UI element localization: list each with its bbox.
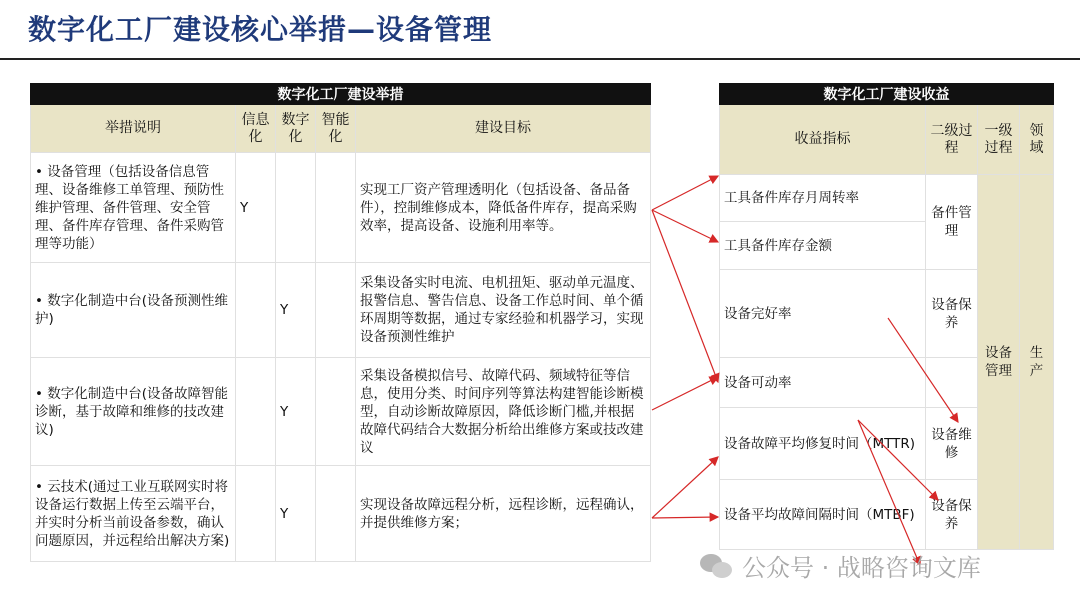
mark-informatization xyxy=(236,358,276,466)
mark-informatization xyxy=(236,263,276,358)
header-intelligentization: 智能化 xyxy=(316,105,356,153)
metric-intact-rate: 设备完好率 xyxy=(720,270,926,358)
metric-mttr: 设备故障平均修复时间（MTTR) xyxy=(720,408,926,480)
arrow-line xyxy=(652,176,718,210)
mark-digitalization: Y xyxy=(276,263,316,358)
arrow-line xyxy=(652,377,718,410)
header-domain: 领域 xyxy=(1020,105,1054,175)
mark-intelligentization xyxy=(316,466,356,562)
metric-availability: 设备可动率 xyxy=(720,358,926,408)
table-row xyxy=(31,263,651,358)
header-digitalization: 数字化 xyxy=(276,105,316,153)
level1-equipment-management: 设备管理 xyxy=(978,175,1020,550)
benefits-table xyxy=(719,83,1054,550)
measure-goal: 采集设备模拟信号、故障代码、频域特征等信息，使用分类、时间序列等算法构建智能诊断模型，自动诊断故障原因，降低诊断门槛,并根据故障代码结合大数据分析给出维修方案或技改建议 xyxy=(356,358,651,466)
page-title: 数字化工厂建设核心举措—设备管理 xyxy=(28,13,493,46)
domain-production: 生产 xyxy=(1020,175,1054,550)
mark-digitalization xyxy=(276,153,316,263)
mark-informatization xyxy=(236,466,276,562)
mark-digitalization: Y xyxy=(276,466,316,562)
header-informatization: 信息化 xyxy=(236,105,276,153)
mark-intelligentization xyxy=(316,358,356,466)
mark-digitalization: Y xyxy=(276,358,316,466)
measure-goal: 采集设备实时电流、电机扭矩、驱动单元温度、报警信息、警告信息、设备工作总时间、单个循环周期等数据，通过专家经验和机器学习，实现设备预测性维护 xyxy=(356,263,651,358)
mark-informatization: Y xyxy=(236,153,276,263)
measure-description: • 数字化制造中台(设备预测性维护) xyxy=(31,263,236,358)
level2-upkeep: 设备保养 xyxy=(926,480,978,550)
level2-repair: 设备维修 xyxy=(926,408,978,480)
level2-empty xyxy=(926,358,978,408)
header-level2: 二级过程 xyxy=(926,105,978,175)
table-row xyxy=(31,466,651,562)
metric-spare-inventory: 工具备件库存金额 xyxy=(720,222,926,270)
measures-table xyxy=(30,83,651,562)
mark-intelligentization xyxy=(316,263,356,358)
mark-intelligentization xyxy=(316,153,356,263)
measure-description: • 设备管理（包括设备信息管理、设备维修工单管理、预防性维护管理、备件管理、安全管理、备件库存管理、备件采购管理等功能） xyxy=(31,153,236,263)
header-level1: 一级过程 xyxy=(978,105,1020,175)
wechat-icon xyxy=(700,552,734,580)
metric-mtbf: 设备平均故障间隔时间（MTBF) xyxy=(720,480,926,550)
measure-goal: 实现工厂资产管理透明化（包括设备、备品备件），控制维修成本，降低备件库存，提高采购效率，提高设备、设施利用率等。 xyxy=(356,153,651,263)
measure-goal: 实现设备故障远程分析，远程诊断，远程确认，并提供维修方案； xyxy=(356,466,651,562)
arrow-line xyxy=(652,457,718,518)
watermark-text: 公众号 · 战略咨询文库 xyxy=(742,554,981,582)
header-goal: 建设目标 xyxy=(356,105,651,153)
measure-description: • 数字化制造中台(设备故障智能诊断，基于故障和维修的技改建议) xyxy=(31,358,236,466)
header-metric: 收益指标 xyxy=(720,105,926,175)
arrow-line xyxy=(652,517,718,518)
benefits-table-title: 数字化工厂建设收益 xyxy=(720,84,1054,105)
header-description: 举措说明 xyxy=(31,105,236,153)
arrow-line xyxy=(652,210,718,242)
table-row xyxy=(31,358,651,466)
watermark xyxy=(700,548,981,583)
measure-description: • 云技术(通过工业互联网实时将设备运行数据上传至云端平台，并实时分析当前设备参数，确认问题原因，并远程给出解决方案) xyxy=(31,466,236,562)
arrow-line xyxy=(652,210,718,382)
level2-maintenance: 设备保养 xyxy=(926,270,978,358)
title-divider xyxy=(0,58,1080,60)
measures-table-title: 数字化工厂建设举措 xyxy=(31,84,651,105)
metric-spare-turnover: 工具备件库存月周转率 xyxy=(720,175,926,222)
level2-spare-parts: 备件管理 xyxy=(926,175,978,270)
table-row xyxy=(31,153,651,263)
